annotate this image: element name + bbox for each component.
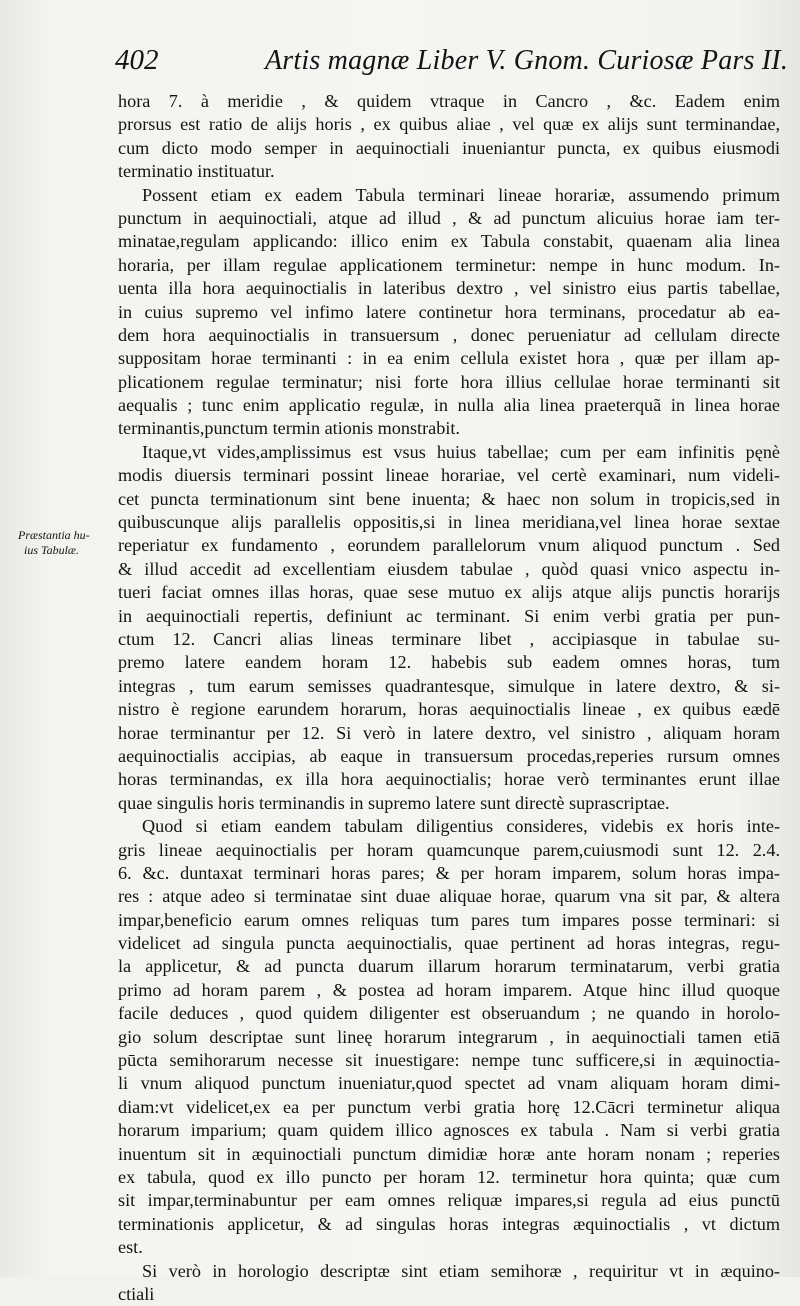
margin-note-line: ius Tabulæ. — [24, 543, 79, 557]
margin-note — [18, 528, 108, 558]
text-line: ctum 12. Cancri alias lineas terminare libet , accipiasque in tabulae su- — [118, 628, 780, 649]
text-line: nistro è regione earundem horarum, horas aequinoctialis lineae , ex quibus eædē — [118, 699, 780, 720]
body-text — [118, 90, 780, 1306]
text-line: est. — [118, 1237, 143, 1258]
text-line: ex tabula, quod ex illo puncto per horam 12. terminetur hora quinta; quæ cum — [118, 1166, 780, 1187]
text-line: terminantis,punctum termin ationis monstrabit. — [118, 418, 460, 439]
text-line: terminatio instituatur. — [118, 161, 275, 182]
text-line: impar,beneficio earum omnes reliquas tum pares tum impares posse terminari: si — [118, 909, 780, 930]
text-line: res : atque adeo si terminatae sint duae aliquae horae, quarum vna sit par, & altera — [118, 886, 780, 907]
text-line: quae singulis horis terminandis in supremo latere sunt directè suprascriptae. — [118, 792, 670, 813]
text-line: sit impar,terminabuntur per eam omnes reliquæ impares,si regula ad eius punctū — [118, 1190, 780, 1211]
text-line: la applicetur, & ad puncta duarum illarum horarum terminatarum, verbi gratia — [118, 956, 780, 977]
text-line: integras , tum earum semisses quadrantesque, simulque in latere dextro, & si- — [118, 675, 780, 696]
text-line: minatae,regulam applicando: illico enim ex Tabula constabit, quaenam alia linea — [118, 231, 780, 252]
text-line: modis diuersis terminari possint lineae horariae, vel certè examinari, num videli- — [118, 465, 780, 486]
text-line: cet puncta terminationum sint bene inuenta; & haec non solum in tropicis,sed in — [118, 488, 780, 509]
running-head: Artis magnæ Liber V. Gnom. Curiosæ Pars II. — [265, 45, 789, 76]
text-line: facile deduces , quod quidem diligenter est obseruandum ; ne quando in horolo- — [118, 1003, 780, 1024]
text-line: terminationis applicetur, & ad singulas horas integras æquinoctialis , vt dictum — [118, 1213, 780, 1234]
text-line: quibuscunque alijs parallelis oppositis,si in linea meridiana,vel linea horae sextae — [118, 512, 780, 533]
text-line: videlicet ad singula puncta aequinoctialis, quae pertinent ad horas integras, regu- — [118, 933, 780, 954]
text-line: in aequinoctiali repertis, definiunt ac terminant. Si enim verbi gratia per pun- — [118, 605, 780, 626]
paragraph-first-line: Possent etiam ex eadem Tabula terminari lineae horariæ, assumendo primum — [142, 184, 780, 205]
text-line: premo latere eandem horam 12. habebis sub eadem omnes horas, tum — [118, 652, 780, 673]
paragraph-first-line: Si verò in horologio descriptæ sint etiam semihoræ , requiritur vt in æquino- — [142, 1260, 780, 1281]
text-line: horaria, per illam regulae applicationem terminetur: nempe in hunc modum. In- — [118, 254, 780, 275]
margin-note-line: Præstantia hu- — [18, 528, 90, 542]
paragraph-first-line: Quod si etiam eandem tabulam diligentius consideres, videbis ex horis inte- — [142, 816, 780, 837]
text-line: horas terminandas, ex illa hora aequinoctialis; horae verò terminantes erunt illae — [118, 769, 780, 790]
text-line: in cuius supremo vel infimo latere continetur hora terminans, procedatur ab ea- — [118, 301, 780, 322]
text-line: dem hora aequinoctialis in transuersum , donec perueniatur ad cellulam directe — [118, 324, 780, 345]
text-line: li vnum aliquod punctum inueniatur,quod spectet ad vnam aliquam horam dimi- — [118, 1073, 780, 1094]
text-line: gio solum descriptae sunt lineę horarum integrarum , in aequinoctiali tamen etiā — [118, 1026, 780, 1047]
text-line: aequinoctialis accipias, ab eaque in transuersum procedas,reperies rursum omnes — [118, 745, 780, 766]
text-line: cum dicto modo semper in aequinoctiali inueniantur puncta, ex quibus eiusmodi — [118, 137, 780, 158]
text-line: gris lineae aequinoctialis per horam quamcunque parem,cuiusmodi sunt 12. 2.4. — [118, 839, 780, 860]
text-line: diam:vt videlicet,ex ea per punctum verbi gratia horę 12.Cācri terminetur aliqua — [118, 1096, 780, 1117]
text-line: plicationem regulae terminatur; nisi forte hora illius cellulae horae terminanti sit — [118, 371, 780, 392]
text-line: horae terminantur per 12. Si verò in latere dextro, vel sinistro , aliquam horam — [118, 722, 780, 743]
text-line: horarum imparium; quam quidem illico agnosces ex tabula . Nam si verbi gratia — [118, 1120, 780, 1141]
text-line: punctum in aequinoctiali, atque ad illud , & ad punctum alicuius horae iam ter- — [118, 207, 780, 228]
page-number: 402 — [115, 44, 159, 76]
text-line: uenta illa hora aequinoctialis in lateribus dextro , vel sinistro eius partis tabellae, — [118, 278, 780, 299]
text-line: tueri faciat omnes illas horas, quae sese mutuo ex alijs atque alijs punctis horarijs — [118, 582, 780, 603]
catchword-line: ctiali — [118, 1283, 155, 1304]
paragraph-first-line: Itaque,vt vides,amplissimus est vsus huius tabellae; cum per eam infinitis pęnè — [142, 441, 780, 462]
text-line: hora 7. à meridie , & quidem vtraque in Cancro , &c. Eadem enim — [118, 91, 780, 111]
page-header — [115, 44, 789, 84]
text-line: suppositam horae terminanti : in ea enim cellula existet hora , quæ per illam ap- — [118, 348, 780, 369]
text-line: inuentum sit in æquinoctiali punctum dimidiæ horæ ante horam nonam ; reperies — [118, 1143, 780, 1164]
text-line: aequalis ; tunc enim applicatio regulæ, in nulla alia linea praeterquã in linea horae — [118, 395, 780, 416]
text-line: reperiatur ex fundamento , eorundem parallelorum vnum aliquod punctum . Sed — [118, 535, 780, 556]
text-line: pūcta semihorarum necesse sit inuestigare: nempe tunc sufficere,si in æquinoctia- — [118, 1050, 780, 1071]
text-line: primo ad horam parem , & postea ad horam imparem. Atque hinc illud quoque — [118, 979, 780, 1000]
text-line: prorsus est ratio de alijs horis , ex quibus aliae , vel quæ ex alijs sunt terminandae, — [118, 114, 780, 135]
text-line: 6. &c. duntaxat terminari horas pares; & per horam imparem, solum horas impa- — [118, 862, 780, 883]
text-line: & illud accedit ad excellentiam eiusdem tabulae , quòd quasi vnico aspectu in- — [118, 558, 780, 579]
